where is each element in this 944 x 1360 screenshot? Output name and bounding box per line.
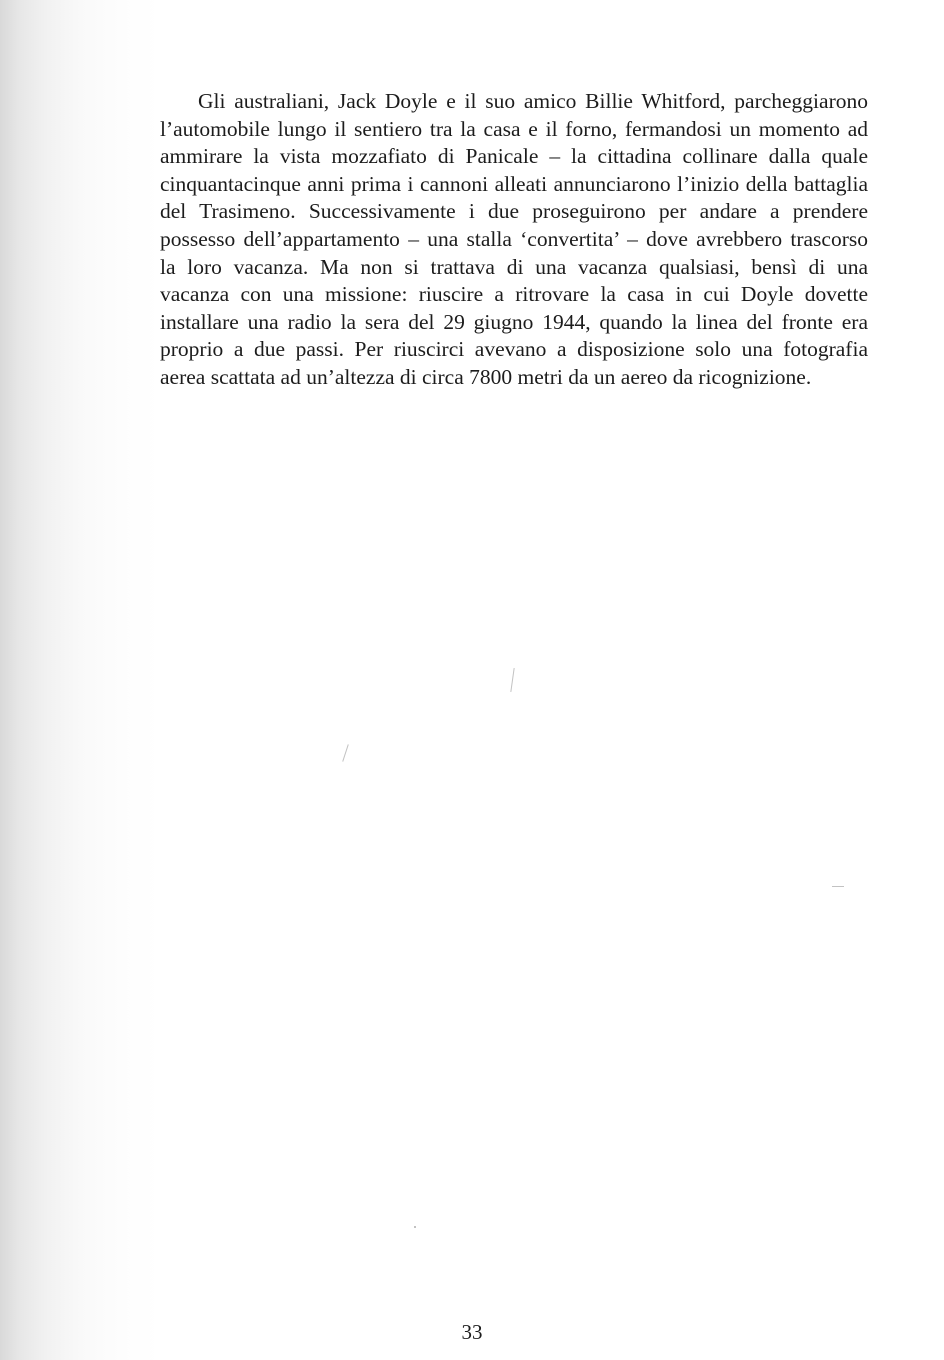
scan-speck (342, 744, 349, 761)
paragraph-line-6: possesso dell’appartamento – una stalla ‘convertita’ – dove avrebbero trascorso (160, 226, 868, 251)
scan-speck (510, 668, 514, 692)
paragraph-line-2: l’automobile lungo il sentiero tra la casa e il forno, fermandosi un momento ad (160, 116, 868, 141)
paragraph-line-10: proprio a due passi. Per riuscirci avevano a disposizione solo una fotografia (160, 337, 868, 362)
paragraph-line-11: aerea scattata ad un’altezza di circa 7800 metri da un aereo da ricognizione. (160, 364, 812, 389)
page-number: 33 (461, 1320, 483, 1344)
body-paragraph (160, 88, 868, 392)
paragraph-line-3: ammirare la vista mozzafiato di Panicale – la cittadina collinare dalla quale (160, 144, 868, 169)
paragraph-line-8: vacanza con una missione: riuscire a ritrovare la casa in cui Doyle dovette (160, 282, 868, 307)
paragraph-line-1: Gli australiani, Jack Doyle e il suo amico Billie Whitford, parcheggiarono (198, 89, 868, 113)
paragraph-line-9: installare una radio la sera del 29 giugno 1944, quando la linea del fronte era (160, 309, 868, 334)
paragraph-line-7: la loro vacanza. Ma non si trattava di una vacanza qualsiasi, bensì di una (160, 254, 868, 279)
paragraph-line-4: cinquantacinque anni prima i cannoni alleati annunciarono l’inizio della battaglia (160, 171, 868, 196)
scan-speck (832, 886, 844, 887)
scan-speck (414, 1226, 416, 1228)
paragraph-line-5: del Trasimeno. Successivamente i due proseguirono per andare a prendere (160, 199, 868, 224)
